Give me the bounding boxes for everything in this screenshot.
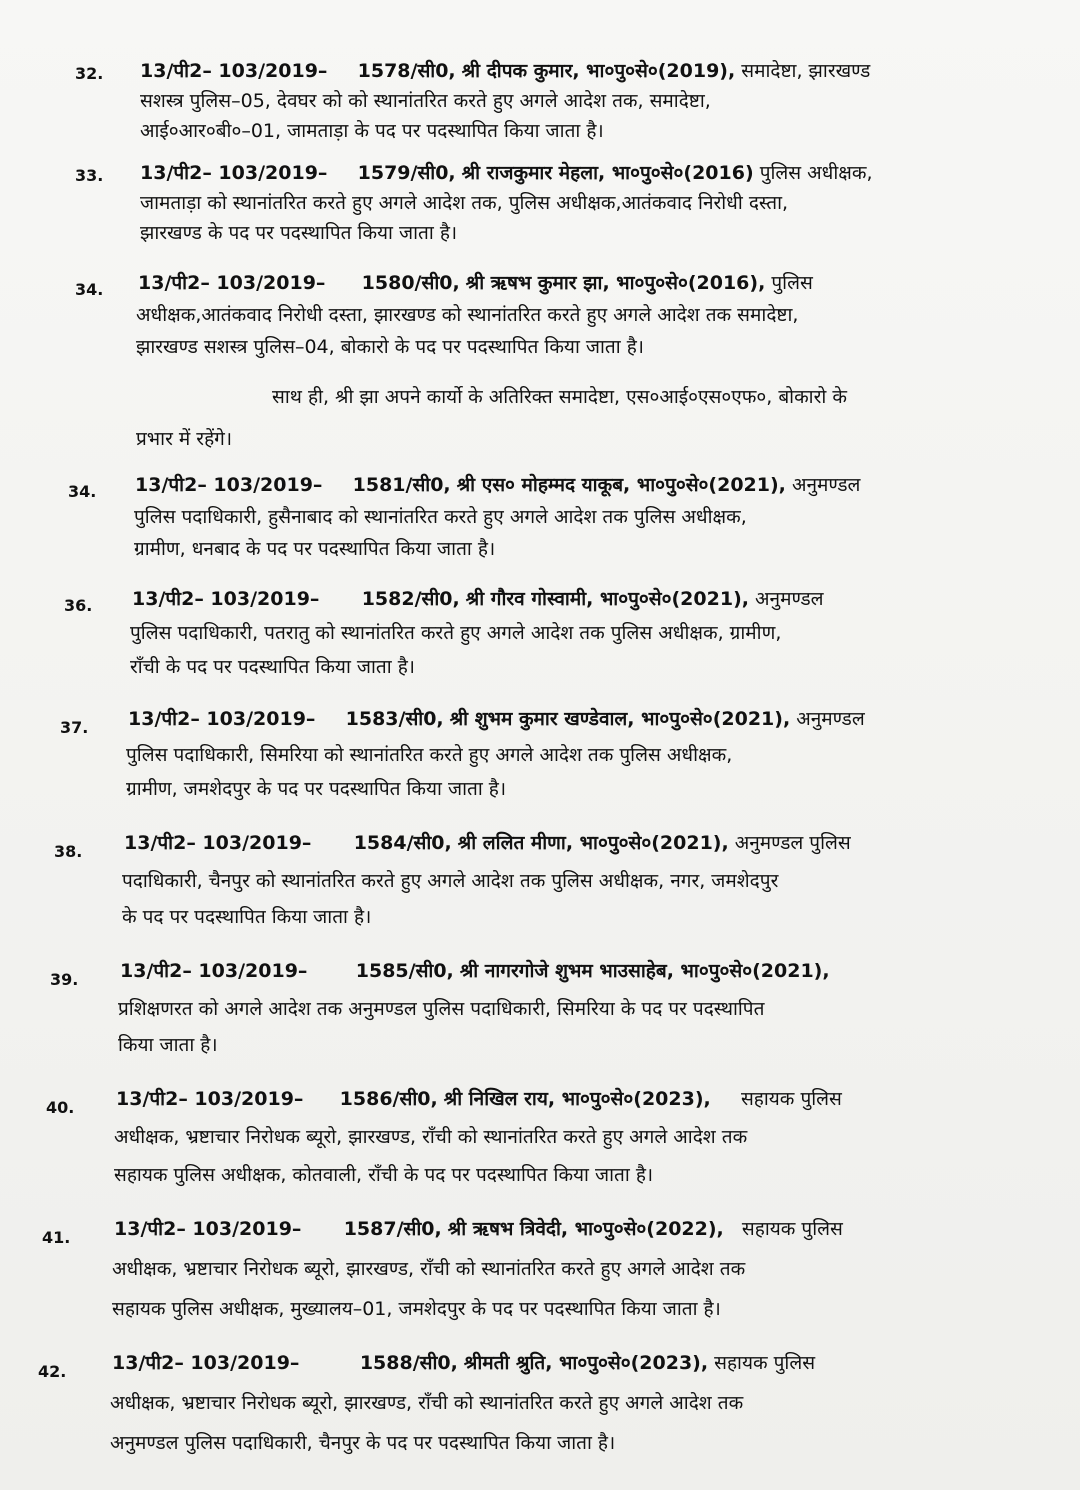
entry-line-2: पदाधिकारी, चैनपुर को स्थानांतरित करते हुए अगले आदेश तक पुलिस अधीक्षक, नगर, जमशेदपुर	[122, 870, 779, 892]
entry-number: 37.	[60, 718, 89, 737]
note-line-1: साथ ही, श्री झा अपने कार्यो के अतिरिक्त समादेष्टा, एस०आई०एस०एफ०, बोकारो के	[272, 386, 847, 408]
reference-number: 13/पी2– 103/2019–	[124, 832, 312, 854]
entry-line-2: प्रशिक्षणरत को अगले आदेश तक अनुमण्डल पुलिस पदाधिकारी, सिमरिया के पद पर पदस्थापित	[118, 998, 765, 1020]
officer-name: श्री नागरगोजे शुभम भाउसाहेब, भा०पु०से०(2021),	[459, 960, 830, 982]
order-number: 1583/सी0,	[345, 708, 444, 730]
entry-number: 34.	[75, 280, 104, 299]
order-number: 1580/सी0,	[361, 272, 460, 294]
entry-line-1	[140, 160, 873, 186]
line1-rest: अनुमण्डल	[791, 474, 861, 496]
order-number: 1584/सी0,	[353, 832, 452, 854]
entry-number: 41.	[42, 1228, 71, 1247]
reference-number: 13/पी2– 103/2019–	[132, 588, 320, 610]
entry-line-3: के पद पर पदस्थापित किया जाता है।	[122, 906, 372, 928]
line1-rest: अनुमण्डल	[755, 588, 824, 610]
line1-rest: सहायक पुलिस	[741, 1218, 843, 1240]
entry-line-2: पुलिस पदाधिकारी, पतरातु को स्थानांतरित करते हुए अगले आदेश तक पुलिस अधीक्षक, ग्रामीण,	[130, 622, 782, 644]
entry-number: 34.	[68, 482, 97, 501]
entry-line-3: आई०आर०बी०–01, जामताड़ा के पद पर पदस्थापित किया जाता है।	[140, 120, 604, 142]
reference-number: 13/पी2– 103/2019–	[120, 960, 308, 982]
officer-name: श्री शुभम कुमार खण्डेवाल, भा०पु०से०(2021),	[449, 708, 791, 730]
reference-number: 13/पी2– 103/2019–	[128, 708, 316, 730]
entry-line-1	[138, 270, 813, 296]
entry-line-1	[124, 830, 851, 856]
entry-line-3: ग्रामीण, जमशेदपुर के पद पर पदस्थापित किया जाता है।	[126, 778, 507, 800]
entry-line-3: अनुमण्डल पुलिस पदाधिकारी, चैनपुर के पद पर पदस्थापित किया जाता है।	[110, 1432, 616, 1454]
line1-rest: अनुमण्डल	[796, 708, 865, 730]
entry-line-2: सशस्त्र पुलिस–05, देवघर को को स्थानांतरित करते हुए अगले आदेश तक, समादेष्टा,	[140, 90, 711, 112]
order-number: 1587/सी0,	[343, 1218, 442, 1240]
entry-line-1	[120, 958, 830, 984]
reference-number: 13/पी2– 103/2019–	[114, 1218, 302, 1240]
entry-line-1	[112, 1350, 815, 1376]
entry-line-3: राँची के पद पर पदस्थापित किया जाता है।	[130, 656, 416, 678]
officer-name: श्रीमती श्रुति, भा०पु०से०(2023),	[463, 1352, 709, 1374]
entry-number: 39.	[50, 970, 79, 989]
entry-line-3: ग्रामीण, धनबाद के पद पर पदस्थापित किया जाता है।	[134, 538, 496, 560]
entry-number: 42.	[38, 1362, 67, 1381]
order-number: 1581/सी0,	[352, 474, 451, 496]
entry-number: 33.	[75, 166, 104, 185]
officer-name: श्री ऋषभ कुमार झा, भा०पु०से०(2016),	[465, 272, 766, 294]
entry-line-2: अधीक्षक, भ्रष्टाचार निरोधक ब्यूरो, झारखण्ड, राँची को स्थानांतरित करते हुए अगले आदेश तक	[112, 1258, 746, 1280]
entry-line-2: अधीक्षक, भ्रष्टाचार निरोधक ब्यूरो, झारखण्ड, राँची को स्थानांतरित करते हुए अगले आदेश तक	[110, 1392, 744, 1414]
reference-number: 13/पी2– 103/2019–	[135, 474, 323, 496]
line1-rest: समादेष्टा, झारखण्ड	[741, 60, 871, 82]
line1-rest: सहायक पुलिस	[714, 1352, 816, 1374]
entry-number: 36.	[64, 596, 93, 615]
entry-line-3: सहायक पुलिस अधीक्षक, मुख्यालय–01, जमशेदपुर के पद पर पदस्थापित किया जाता है।	[112, 1298, 721, 1320]
officer-name: श्री ऋषभ त्रिवेदी, भा०पु०से०(2022),	[447, 1218, 724, 1240]
order-number: 1585/सी0,	[355, 960, 454, 982]
reference-number: 13/पी2– 103/2019–	[140, 162, 328, 184]
order-number: 1579/सी0,	[357, 162, 456, 184]
order-number: 1582/सी0,	[361, 588, 460, 610]
entry-line-2: पुलिस पदाधिकारी, सिमरिया को स्थानांतरित करते हुए अगले आदेश तक पुलिस अधीक्षक,	[126, 744, 733, 766]
entry-line-1	[132, 586, 824, 612]
entry-line-1	[140, 58, 870, 84]
entry-line-3: झारखण्ड के पद पर पदस्थापित किया जाता है।	[140, 222, 458, 244]
reference-number: 13/पी2– 103/2019–	[116, 1088, 304, 1110]
entry-line-1	[114, 1216, 843, 1242]
entry-line-1	[135, 472, 860, 498]
entry-line-3: सहायक पुलिस अधीक्षक, कोतवाली, राँची के पद पर पदस्थापित किया जाता है।	[114, 1164, 654, 1186]
order-number: 1586/सी0,	[339, 1088, 438, 1110]
officer-name: श्री एस० मोहम्मद याकूब, भा०पु०से०(2021),	[456, 474, 786, 496]
reference-number: 13/पी2– 103/2019–	[140, 60, 328, 82]
officer-name: श्री गौरव गोस्वामी, भा०पु०से०(2021),	[465, 588, 749, 610]
officer-name: श्री दीपक कुमार, भा०पु०से०(2019),	[461, 60, 736, 82]
line1-rest: पुलिस अधीक्षक,	[759, 162, 873, 184]
officer-name: श्री राजकुमार मेहला, भा०पु०से०(2016)	[461, 162, 754, 184]
entry-number: 40.	[46, 1098, 75, 1117]
line1-rest: अनुमण्डल पुलिस	[734, 832, 851, 854]
order-number: 1588/सी0,	[359, 1352, 458, 1374]
entry-line-2: अधीक्षक, भ्रष्टाचार निरोधक ब्यूरो, झारखण्ड, राँची को स्थानांतरित करते हुए अगले आदेश तक	[114, 1126, 748, 1148]
entry-line-3: झारखण्ड सशस्त्र पुलिस–04, बोकारो के पद पर पदस्थापित किया जाता है।	[136, 336, 645, 358]
line1-rest: पुलिस	[771, 272, 813, 294]
entry-line-3: किया जाता है।	[118, 1034, 218, 1056]
reference-number: 13/पी2– 103/2019–	[138, 272, 326, 294]
entry-line-1	[116, 1086, 842, 1112]
line1-rest: सहायक पुलिस	[740, 1088, 842, 1110]
officer-name: श्री ललित मीणा, भा०पु०से०(2021),	[457, 832, 729, 854]
order-number: 1578/सी0,	[357, 60, 456, 82]
entry-number: 38.	[54, 842, 83, 861]
reference-number: 13/पी2– 103/2019–	[112, 1352, 300, 1374]
entry-line-1	[128, 706, 865, 732]
entry-line-2: जामताड़ा को स्थानांतरित करते हुए अगले आदेश तक, पुलिस अधीक्षक,आतंकवाद निरोधी दस्ता,	[140, 192, 789, 214]
entry-line-2: अधीक्षक,आतंकवाद निरोधी दस्ता, झारखण्ड को स्थानांतरित करते हुए अगले आदेश तक समादेष्टा,	[136, 304, 799, 326]
entry-line-2: पुलिस पदाधिकारी, हुसैनाबाद को स्थानांतरित करते हुए अगले आदेश तक पुलिस अधीक्षक,	[134, 506, 747, 528]
entry-number: 32.	[75, 64, 104, 83]
note-line-2: प्रभार में रहेंगे।	[136, 428, 233, 450]
officer-name: श्री निखिल राय, भा०पु०से०(2023),	[443, 1088, 711, 1110]
